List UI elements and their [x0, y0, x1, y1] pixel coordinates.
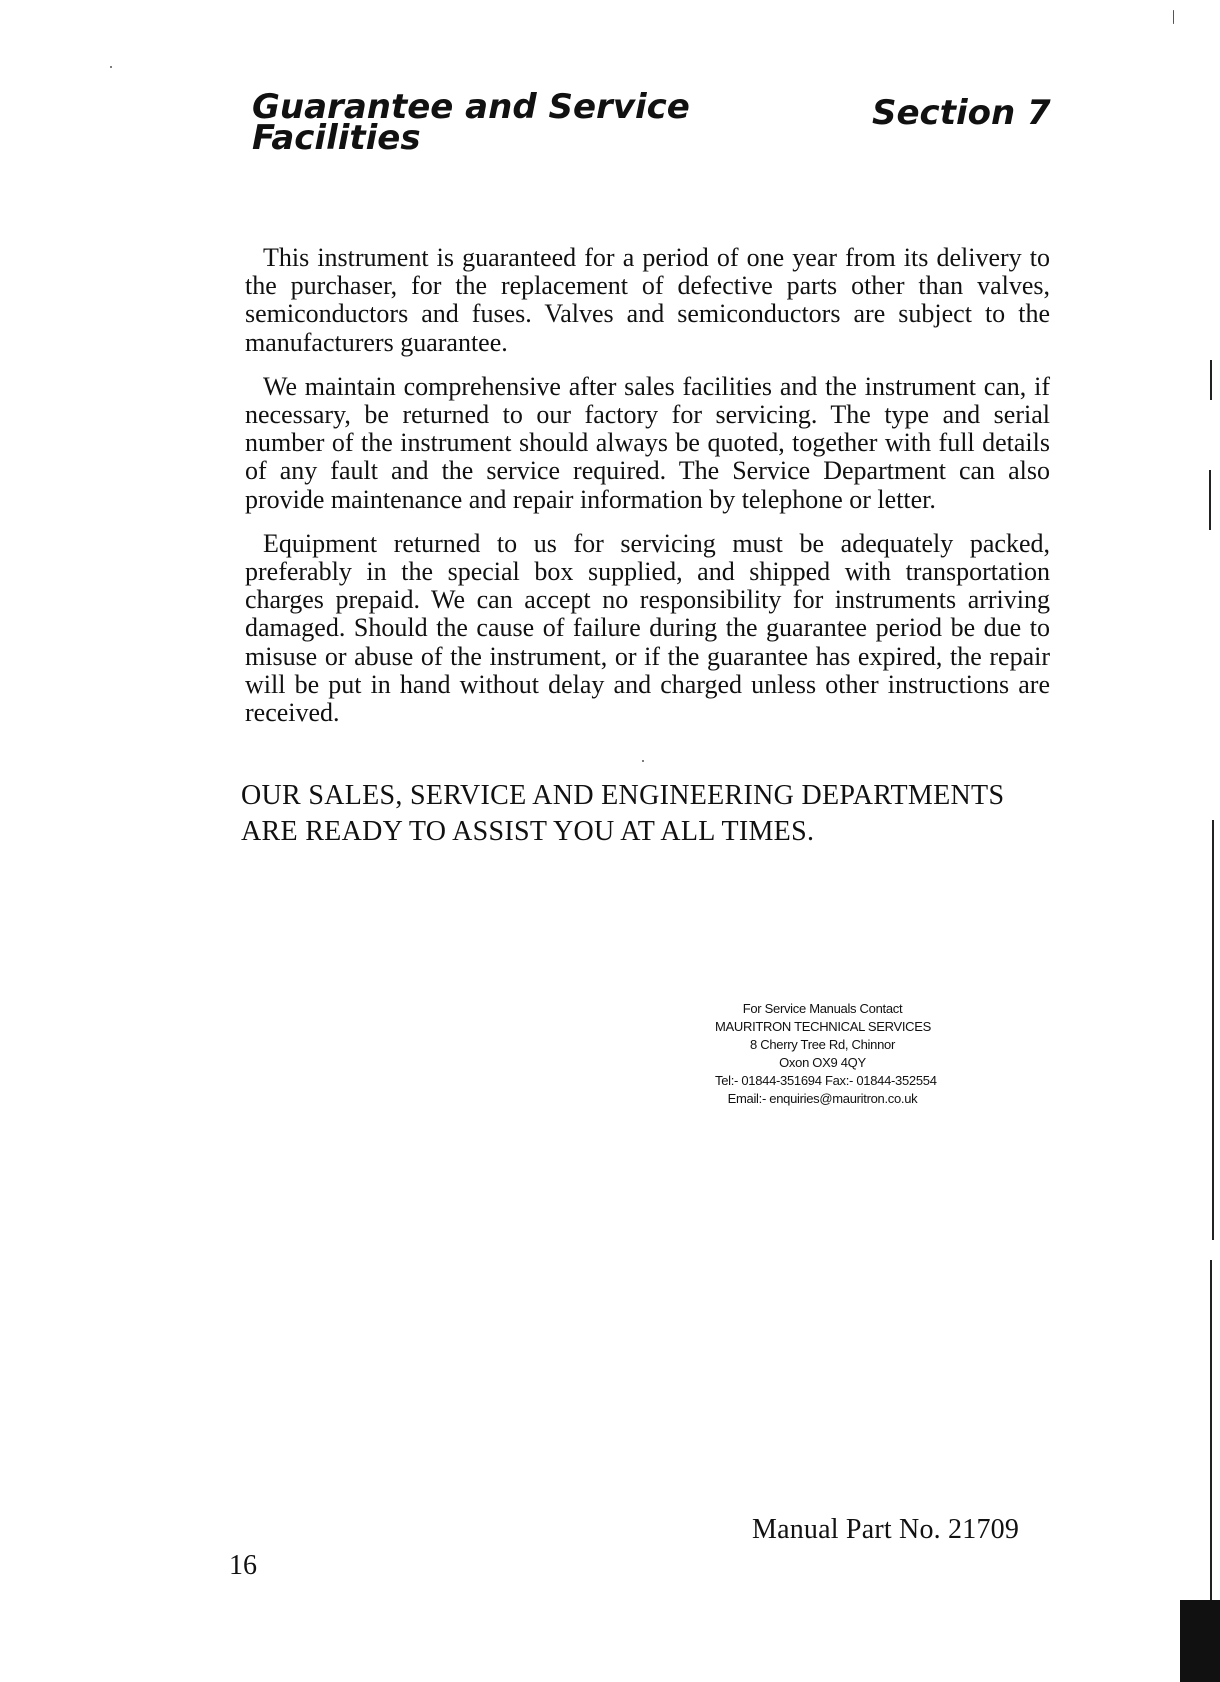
stamp-line5: Tel:- 01844-351694 Fax:- 01844-352554: [715, 1073, 937, 1088]
page-title-line1: Guarantee and Service: [252, 87, 690, 127]
page-number: 16: [229, 1550, 257, 1581]
scan-speck: [1173, 10, 1174, 24]
closing-line1: OUR SALES, SERVICE AND ENGINEERING DEPARTMENTS: [241, 780, 1005, 811]
guarantee-body: [245, 244, 1050, 743]
paragraph-service-facilities: We maintain comprehensive after sales facilities and the instrument can, if necessary, be returned to our factory for servicing. The type and serial number of the instrument should always be quoted, together with full details of any fault and the service required. The Service Department can also provide maintenance and repair information by telephone or letter.: [245, 371, 1050, 514]
scan-speck: [642, 760, 644, 762]
edge-mark: [1210, 1260, 1212, 1600]
paragraph-guarantee-period: This instrument is guaranteed for a period of one year from its delivery to the purchaser, for the replacement of defective parts other than valves, semiconductors and fuses. Valves and semiconductors are subject to the manufacturers guarantee.: [245, 243, 1050, 357]
section-label: Section 7: [872, 93, 1051, 133]
stamp-line1: For Service Manuals Contact: [742, 1001, 903, 1016]
scan-speck: [110, 66, 112, 68]
stamp-line4: Oxon OX9 4QY: [779, 1055, 866, 1070]
stamp-line6: Email:- enquiries@mauritron.co.uk: [727, 1091, 918, 1106]
closing-statement: [241, 778, 1051, 850]
stamp-line2: MAURITRON TECHNICAL SERVICES: [715, 1019, 932, 1034]
stamp-line3: 8 Cherry Tree Rd, Chinnor: [750, 1037, 895, 1052]
page-title-line2: Facilities: [252, 118, 421, 158]
manual-part-number: Manual Part No. 21709: [752, 1514, 1020, 1545]
closing-line2: ARE READY TO ASSIST YOU AT ALL TIMES.: [241, 816, 815, 847]
page-title: [252, 87, 772, 158]
edge-mark: [1210, 360, 1212, 400]
scan-binding-edge: [1160, 0, 1220, 1682]
edge-mark: [1212, 820, 1214, 1240]
paragraph-returns: Equipment returned to us for servicing must be adequately packed, preferably in the special box supplied, and shipped with transportation charges prepaid. We can accept no responsibility for instruments arriving damaged. Should the cause of failure during the guarantee period be due to misuse or abuse of the instrument, or if the guarantee has expired, the repair will be put in hand without delay and charged unless other instructions are received.: [245, 528, 1050, 728]
edge-block: [1180, 1600, 1220, 1682]
edge-mark: [1209, 470, 1211, 530]
service-contact-stamp: [715, 1000, 937, 1108]
